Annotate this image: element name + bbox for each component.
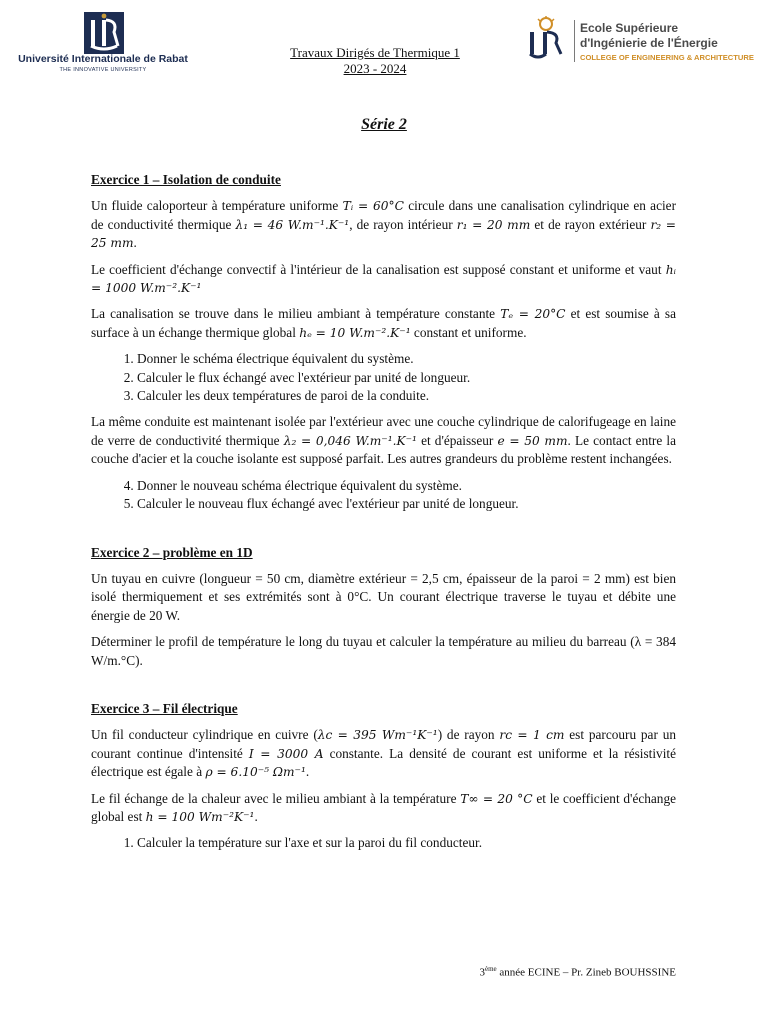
math-inline: ρ = 6.10⁻⁵ Ωm⁻¹ bbox=[205, 765, 306, 780]
page-footer bbox=[479, 965, 676, 979]
exercise-3-heading: Exercice 3 – Fil électrique bbox=[91, 700, 238, 716]
math-inline: Tᵢ = 60°C bbox=[342, 199, 404, 214]
question-item: 1. Calculer la température sur l'axe et sur la paroi du fil conducteur. bbox=[137, 834, 676, 852]
question-item: 4. Donner le nouveau schéma électrique équivalent du système. bbox=[137, 477, 676, 495]
math-inline: r₂ = 25 mm bbox=[91, 217, 677, 251]
section-gap bbox=[91, 522, 676, 544]
uir-bulb-emblem-icon bbox=[524, 16, 568, 62]
exercise-1-questions-a bbox=[91, 350, 676, 405]
university-tagline: THE INNOVATIVE UNIVERSITY bbox=[59, 67, 147, 73]
exercise-1-paragraph-2 bbox=[91, 261, 676, 298]
math-inline: hᵢ = 1000 W.m⁻².K⁻¹ bbox=[91, 262, 676, 296]
school-name-line1: Ecole Supérieure bbox=[580, 21, 679, 35]
question-item: 5. Calculer le nouveau flux échangé avec l'extérieur par unité de longueur. bbox=[137, 495, 676, 513]
footer-text: année ECINE – Pr. Zineb BOUHSSINE bbox=[496, 966, 676, 979]
course-header bbox=[250, 45, 500, 77]
math-inline: λ₂ = 0,046 W.m⁻¹.K⁻¹ bbox=[283, 433, 417, 448]
uir-emblem-icon bbox=[84, 12, 124, 54]
series-title: Série 2 bbox=[361, 116, 407, 133]
exercise-3-paragraph-2 bbox=[91, 790, 676, 827]
exercise-1-paragraph-4 bbox=[91, 413, 676, 468]
math-inline: λ₁ = 46 W.m⁻¹.K⁻¹ bbox=[235, 217, 350, 232]
text-span: Le fil échange de la chaleur avec le milieu ambiant à la température bbox=[91, 790, 457, 806]
math-inline: Tₑ = 20°C bbox=[500, 307, 566, 322]
question-item: 3. Calculer les deux températures de paroi de la conduite. bbox=[137, 387, 676, 405]
footer-year-number: 3 bbox=[479, 966, 485, 979]
text-span: , de rayon intérieur bbox=[349, 216, 453, 232]
text-span: . bbox=[305, 764, 310, 780]
text-span: . Le contact entre la couche d'acier et la couche isolante est supposé parfait. Les autres grandeurs du problème restent inchangées. bbox=[91, 432, 676, 467]
course-title: Travaux Dirigés de Thermique 1 bbox=[290, 45, 460, 60]
school-logo bbox=[524, 16, 764, 66]
academic-year: 2023 - 2024 bbox=[343, 61, 407, 76]
math-inline: T∞ = 20 °C bbox=[460, 791, 533, 806]
text-span: Un fil conducteur cylindrique en cuivre ( bbox=[91, 727, 318, 743]
logo-separator bbox=[574, 20, 575, 62]
question-item: 1. Donner le schéma électrique équivalent du système. bbox=[137, 350, 676, 368]
text-span: . bbox=[254, 808, 258, 824]
text-span: est parcouru par un courant continue d'intensité bbox=[91, 727, 676, 761]
exercise-1-questions-b bbox=[91, 477, 676, 514]
school-name-line2: d'Ingénierie de l'Énergie bbox=[580, 36, 718, 50]
university-name: Université Internationale de Rabat bbox=[18, 53, 188, 65]
text-span: et le coefficient d'échange global est bbox=[91, 790, 676, 824]
math-inline: λc = 395 Wm⁻¹K⁻¹ bbox=[317, 728, 438, 743]
math-inline: rc = 1 cm bbox=[499, 728, 565, 743]
question-item: 2. Calculer le flux échangé avec l'extérieur par unité de longueur. bbox=[137, 369, 676, 387]
exercise-1-heading: Exercice 1 – Isolation de conduite bbox=[91, 172, 281, 187]
text-span: . bbox=[133, 235, 137, 251]
exercise-1-paragraph-1 bbox=[91, 197, 676, 252]
exercise-3-questions bbox=[91, 834, 676, 852]
school-name-line3: COLLEGE OF ENGINEERING & ARCHITECTURE bbox=[580, 53, 754, 62]
document-body bbox=[91, 171, 676, 861]
text-span: et d'épaisseur bbox=[421, 432, 494, 448]
text-span: constante. La densité de courant est uniforme et la résistivité électrique est égale à bbox=[91, 745, 676, 780]
text-span: La canalisation se trouve dans le milieu ambiant à température constante bbox=[91, 306, 496, 322]
exercise-1-paragraph-3 bbox=[91, 305, 676, 342]
exercise-3-paragraph-1 bbox=[91, 726, 676, 781]
text-span: Un fluide caloporteur à température uniforme bbox=[91, 198, 339, 214]
text-span: et est soumise à sa surface à un échange thermique global bbox=[91, 306, 677, 340]
text-span: Le coefficient d'échange convectif à l'intérieur de la canalisation est supposé constant et uniforme et vaut bbox=[91, 261, 662, 277]
exercise-2-paragraph-1: Un tuyau en cuivre (longueur = 50 cm, diamètre extérieur = 2,5 cm, épaisseur de la paroi = 2 mm) est bien isolé thermiquement et ses extrémités sont à 0°C. Un courant électrique traverse le tuyau et débite une énergie de 20 W. bbox=[91, 570, 676, 623]
uir-logo bbox=[8, 12, 198, 78]
text-span: circule dans une canalisation cylindrique en acier de conductivité thermique bbox=[91, 198, 677, 232]
math-inline: I = 3000 A bbox=[248, 746, 324, 761]
math-inline: h = 100 Wm⁻²K⁻¹ bbox=[145, 809, 255, 824]
footer-year-suffix: ème bbox=[484, 965, 497, 973]
section-gap bbox=[91, 678, 676, 700]
text-span: constant et uniforme. bbox=[413, 324, 527, 340]
math-inline: r₁ = 20 mm bbox=[456, 217, 531, 232]
exercise-2-heading: Exercice 2 – problème en 1D bbox=[91, 544, 253, 560]
text-span: La même conduite est maintenant isolée par l'extérieur avec une couche cylindrique de calorifugeage en laine de verre de conductivité thermique bbox=[91, 414, 676, 448]
exercise-2-paragraph-2: Déterminer le profil de température le long du tuyau et calculer la température au milieu du barreau (λ = 384 W/m.°C). bbox=[91, 634, 676, 668]
text-span: et de rayon extérieur bbox=[534, 216, 647, 232]
math-inline: hₑ = 10 W.m⁻².K⁻¹ bbox=[299, 325, 411, 340]
math-inline: e = 50 mm bbox=[497, 433, 568, 448]
text-span: ) de rayon bbox=[437, 727, 495, 743]
